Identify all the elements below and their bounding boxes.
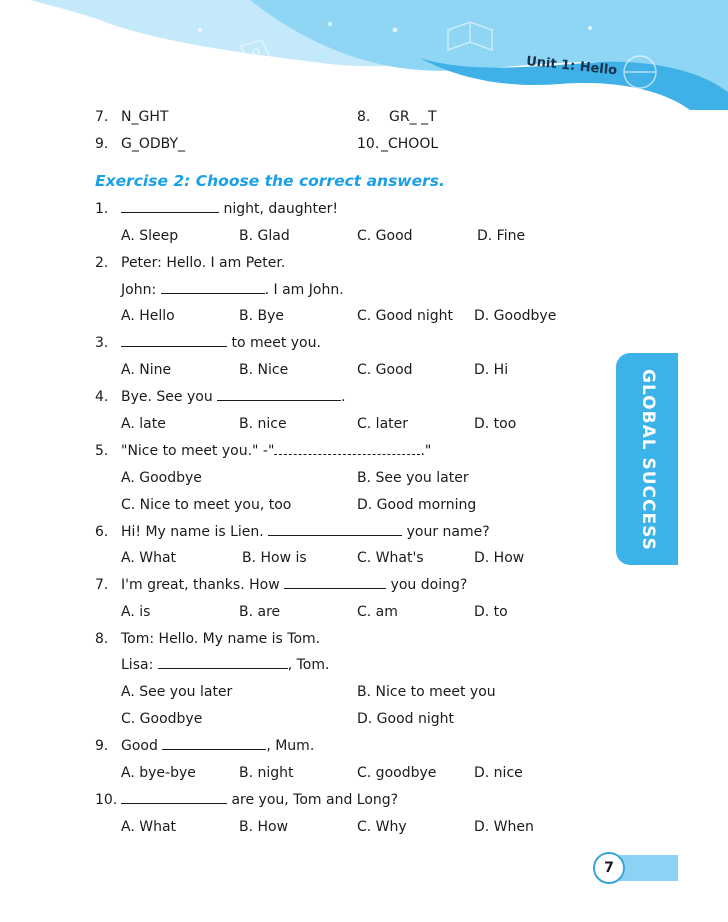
question-text: Bye. See you . (121, 389, 346, 405)
answer-blank[interactable] (121, 791, 227, 804)
item-number: 9. (95, 136, 109, 152)
question-text: John: . I am John. (121, 282, 344, 298)
answer-blank[interactable] (158, 656, 288, 669)
option-c[interactable]: C. Why (357, 819, 407, 835)
question-text: Lisa: , Tom. (121, 657, 330, 673)
option-c[interactable]: C. What's (357, 550, 424, 566)
option-d[interactable]: D. too (474, 416, 517, 432)
option-c[interactable]: C. Good (357, 228, 413, 244)
letter-puzzle: GR_ _T (389, 109, 437, 125)
option-b[interactable]: B. Bye (239, 308, 285, 324)
answer-blank[interactable] (274, 442, 420, 455)
option-a[interactable]: A. What (121, 819, 177, 835)
option-a[interactable]: A. is (121, 604, 151, 620)
question-text: I'm great, thanks. How you doing? (121, 577, 468, 593)
answer-blank[interactable] (162, 737, 266, 750)
option-d[interactable]: D. nice (474, 765, 523, 781)
question-number: 8. (95, 631, 109, 647)
question-text: to meet you. (121, 334, 321, 352)
option-d[interactable]: D. Good morning (357, 497, 477, 513)
question-number: 1. (95, 201, 109, 217)
question-text: Peter: Hello. I am Peter. (121, 255, 286, 271)
side-tab-label: GLOBAL SUCCESS (638, 369, 658, 551)
question-text: night, daughter! (121, 200, 338, 218)
question-number: 9. (95, 738, 109, 754)
letter-puzzle: _CHOOL (381, 136, 439, 152)
question-text: Tom: Hello. My name is Tom. (121, 631, 321, 647)
question-number: 6. (95, 524, 109, 540)
option-d[interactable]: D. Goodbye (474, 308, 557, 324)
option-a[interactable]: A. bye-bye (121, 765, 196, 781)
answer-blank[interactable] (161, 281, 265, 294)
option-c[interactable]: C. Goodbye (121, 711, 203, 727)
option-b[interactable]: B. night (239, 765, 294, 781)
option-c[interactable]: C. am (357, 604, 398, 620)
option-b[interactable]: B. How is (242, 550, 307, 566)
option-a[interactable]: A. Hello (121, 308, 175, 324)
item-number: 8. (357, 109, 371, 125)
option-a[interactable]: A. late (121, 416, 166, 432)
option-b[interactable]: B. nice (239, 416, 287, 432)
option-a[interactable]: A. Goodbye (121, 470, 202, 486)
question-number: 3. (95, 335, 109, 351)
option-b[interactable]: B. Glad (239, 228, 290, 244)
item-number: 10. (357, 136, 380, 152)
question-number: 5. (95, 443, 109, 459)
option-a[interactable]: A. What (121, 550, 177, 566)
option-d[interactable]: D. to (474, 604, 508, 620)
option-c[interactable]: C. later (357, 416, 409, 432)
question-text: Good , Mum. (121, 738, 315, 754)
page-number: 7 (593, 852, 625, 884)
option-c[interactable]: C. Nice to meet you, too (121, 497, 292, 513)
answer-blank[interactable] (217, 388, 341, 401)
letter-puzzle: N_GHT (121, 109, 169, 125)
question-number: 10. (95, 792, 118, 808)
option-b[interactable]: B. See you later (357, 470, 469, 486)
answer-blank[interactable] (121, 200, 219, 213)
question-text: are you, Tom and Long? (121, 791, 398, 809)
option-a[interactable]: A. Nine (121, 362, 172, 378)
option-a[interactable]: A. See you later (121, 684, 233, 700)
question-text: "Nice to meet you." -" ." (121, 443, 432, 459)
option-d[interactable]: D. Hi (474, 362, 509, 378)
answer-blank[interactable] (284, 576, 386, 589)
option-d[interactable]: D. Fine (477, 228, 526, 244)
item-number: 7. (95, 109, 109, 125)
unit-title: Unit 1: Hello (525, 54, 618, 79)
option-d[interactable]: D. How (474, 550, 525, 566)
question-text: Hi! My name is Lien. your name? (121, 524, 490, 540)
option-c[interactable]: C. Good night (357, 308, 454, 324)
option-d[interactable]: D. Good night (357, 711, 455, 727)
option-b[interactable]: B. are (239, 604, 281, 620)
option-d[interactable]: D. When (474, 819, 534, 835)
letter-puzzle: G_ODBY_ (121, 136, 186, 152)
header-banner (0, 0, 728, 110)
option-b[interactable]: B. Nice to meet you (357, 684, 496, 700)
option-c[interactable]: C. goodbye (357, 765, 437, 781)
option-c[interactable]: C. Good (357, 362, 413, 378)
answer-blank[interactable] (121, 334, 227, 347)
option-b[interactable]: B. How (239, 819, 289, 835)
option-a[interactable]: A. Sleep (121, 228, 179, 244)
question-number: 7. (95, 577, 109, 593)
question-number: 2. (95, 255, 109, 271)
question-number: 4. (95, 389, 109, 405)
exercise-title: Exercise 2: Choose the correct answers. (95, 172, 445, 190)
answer-blank[interactable] (268, 523, 402, 536)
option-b[interactable]: B. Nice (239, 362, 289, 378)
